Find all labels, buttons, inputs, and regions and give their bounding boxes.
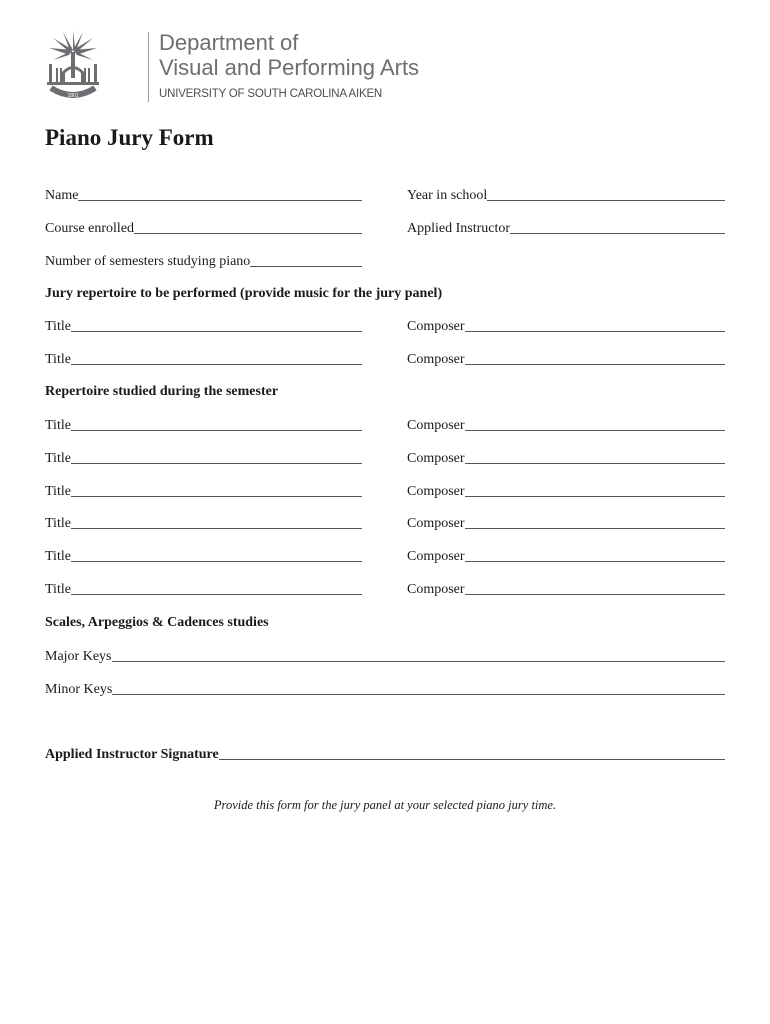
- section-jury-repertoire: Jury repertoire to be performed (provide music for the jury panel): [45, 286, 443, 301]
- studied-title-6[interactable]: [45, 582, 362, 598]
- studied-composer-2[interactable]: [407, 451, 725, 467]
- composer-line[interactable]: [465, 429, 725, 431]
- composer-label: Composer: [407, 484, 465, 499]
- semesters-line[interactable]: [250, 265, 362, 267]
- minor-keys-field[interactable]: [45, 682, 725, 698]
- studied-title-2[interactable]: [45, 451, 362, 467]
- signature-field[interactable]: [45, 747, 725, 763]
- department-name: [159, 30, 419, 80]
- composer-line[interactable]: [465, 495, 725, 497]
- title-label: Title: [45, 451, 71, 466]
- composer-label: Composer: [407, 549, 465, 564]
- minor-keys-label: Minor Keys: [45, 682, 113, 697]
- dept-line-2: Visual and Performing Arts: [159, 55, 420, 80]
- dept-line-1: Department of: [159, 30, 299, 55]
- studied-composer-3[interactable]: [407, 484, 725, 500]
- jury-composer-2[interactable]: [407, 352, 725, 368]
- footer-note: Provide this form for the jury panel at your selected piano jury time.: [213, 798, 557, 812]
- course-label: Course enrolled: [45, 221, 135, 236]
- section-scales: Scales, Arpeggios & Cadences studies: [45, 615, 269, 630]
- studied-title-4[interactable]: [45, 516, 362, 532]
- signature-line[interactable]: [219, 758, 725, 760]
- section-studied-repertoire: Repertoire studied during the semester: [45, 384, 279, 399]
- instructor-field[interactable]: [407, 221, 725, 237]
- studied-composer-5[interactable]: [407, 549, 725, 565]
- year-label: Year in school: [407, 188, 488, 203]
- studied-composer-4[interactable]: [407, 516, 725, 532]
- year-field[interactable]: [407, 188, 725, 204]
- composer-label: Composer: [407, 582, 465, 597]
- composer-label: Composer: [407, 451, 465, 466]
- title-label: Title: [45, 352, 71, 367]
- year-line[interactable]: [487, 199, 725, 201]
- semesters-field[interactable]: [45, 254, 362, 270]
- title-line[interactable]: [71, 429, 362, 431]
- studied-title-3[interactable]: [45, 484, 362, 500]
- composer-line[interactable]: [465, 462, 725, 464]
- title-label: Title: [45, 582, 71, 597]
- name-field[interactable]: [45, 188, 362, 204]
- composer-label: Composer: [407, 352, 465, 367]
- signature-label: Applied Instructor Signature: [45, 747, 219, 762]
- title-line[interactable]: [71, 560, 362, 562]
- composer-label: Composer: [407, 319, 465, 334]
- composer-label: Composer: [407, 418, 465, 433]
- jury-title-2[interactable]: [45, 352, 362, 368]
- title-label: Title: [45, 516, 71, 531]
- title-line[interactable]: [71, 363, 362, 365]
- jury-composer-1[interactable]: [407, 319, 725, 335]
- studied-composer-1[interactable]: [407, 418, 725, 434]
- title-line[interactable]: [71, 462, 362, 464]
- composer-line[interactable]: [465, 330, 725, 332]
- title-label: Title: [45, 484, 71, 499]
- major-keys-line[interactable]: [112, 660, 726, 662]
- major-keys-label: Major Keys: [45, 649, 112, 664]
- course-line[interactable]: [134, 232, 362, 234]
- title-line[interactable]: [71, 527, 362, 529]
- name-label: Name: [45, 188, 79, 203]
- title-line[interactable]: [71, 330, 362, 332]
- studied-composer-6[interactable]: [407, 582, 725, 598]
- title-label: Title: [45, 549, 71, 564]
- title-label: Title: [45, 418, 71, 433]
- composer-label: Composer: [407, 516, 465, 531]
- palmetto-logo-icon: [45, 28, 101, 104]
- composer-line[interactable]: [465, 363, 725, 365]
- university-name: UNIVERSITY OF SOUTH CAROLINA AIKEN: [159, 88, 383, 100]
- header: [45, 28, 445, 108]
- composer-line[interactable]: [465, 593, 725, 595]
- course-field[interactable]: [45, 221, 362, 237]
- composer-line[interactable]: [465, 560, 725, 562]
- name-line[interactable]: [78, 199, 362, 201]
- semesters-label: Number of semesters studying piano: [45, 254, 251, 269]
- title-label: Title: [45, 319, 71, 334]
- page-title: Piano Jury Form: [45, 125, 214, 150]
- composer-line[interactable]: [465, 527, 725, 529]
- header-divider: [148, 32, 149, 102]
- instructor-line[interactable]: [510, 232, 725, 234]
- instructor-label: Applied Instructor: [407, 221, 511, 236]
- minor-keys-line[interactable]: [112, 693, 725, 695]
- seal-year: 1801: [67, 93, 79, 99]
- studied-title-1[interactable]: [45, 418, 362, 434]
- major-keys-field[interactable]: [45, 649, 725, 665]
- jury-title-1[interactable]: [45, 319, 362, 335]
- studied-title-5[interactable]: [45, 549, 362, 565]
- title-line[interactable]: [71, 593, 362, 595]
- title-line[interactable]: [71, 495, 362, 497]
